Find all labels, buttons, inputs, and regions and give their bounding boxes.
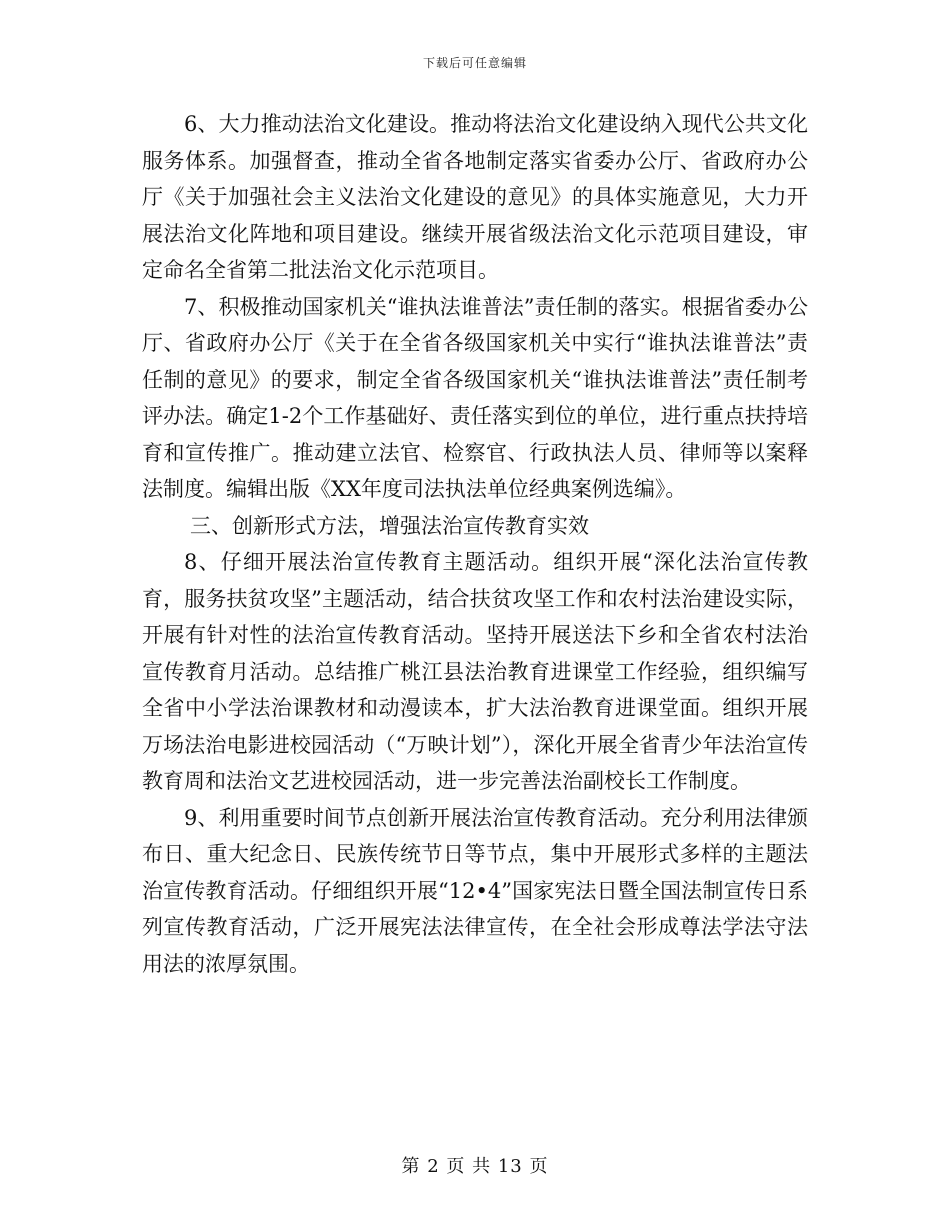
header-note: 下载后可任意编辑 [422,56,527,70]
paragraph-8: 8、仔细开展法治宣传教育主题活动。组织开展“深化法治宣传教育，服务扶贫攻坚”主题活动，结合扶贫攻坚工作和农村法治建设实际，开展有针对性的法治宣传教育活动。坚持开展送法下乡和全省农村法治宣传教育月活动。总结推广桃江县法治教育进课堂工作经验，组织编写全省中小学法治课教材和动漫读本，扩大法治教育进课堂面。组织开展万场法治电影进校园活动（“万映计划”），深化开展全省青少年法治宣传教育周和法治文艺进校园活动，进一步完善法治副校长工作制度。 [142,550,808,793]
paragraph-9: 9、利用重要时间节点创新开展法治宣传教育活动。充分利用法律颁布日、重大纪念日、民族传统节日等节点，集中开展形式多样的主题法治宣传教育活动。仔细组织开展“12•4”国家宪法日暨全国法制宣传日系列宣传教育活动，广泛开展宪法法律宣传，在全社会形成尊法学法守法用法的浓厚氛围。 [142,805,808,976]
page-number-footer: 第 2 页 共 13 页 [401,1156,549,1177]
paragraph-7: 7、积极推动国家机关“谁执法谁普法”责任制的落实。根据省委办公厅、省政府办公厅《关于在全省各级国家机关中实行“谁执法谁普法”责任制的意见》的要求，制定全省各级国家机关“谁执法谁普法”责任制考评办法。确定1-2个工作基础好、责任落实到位的单位，进行重点扶持培育和宣传推广。推动建立法官、检察官、行政执法人员、律师等以案释法制度。编辑出版《XX年度司法执法单位经典案例选编》。 [142,294,808,501]
document-body [142,106,808,982]
paragraph-6: 6、大力推动法治文化建设。推动将法治文化建设纳入现代公共文化服务体系。加强督查，推动全省各地制定落实省委办公厅、省政府办公厅《关于加强社会主义法治文化建设的意见》的具体实施意见，大力开展法治文化阵地和项目建设。继续开展省级法治文化示范项目建设，审定命名全省第二批法治文化示范项目。 [142,112,808,282]
section-heading-3: 三、创新形式方法，增强法治宣传教育实效 [190,513,589,538]
